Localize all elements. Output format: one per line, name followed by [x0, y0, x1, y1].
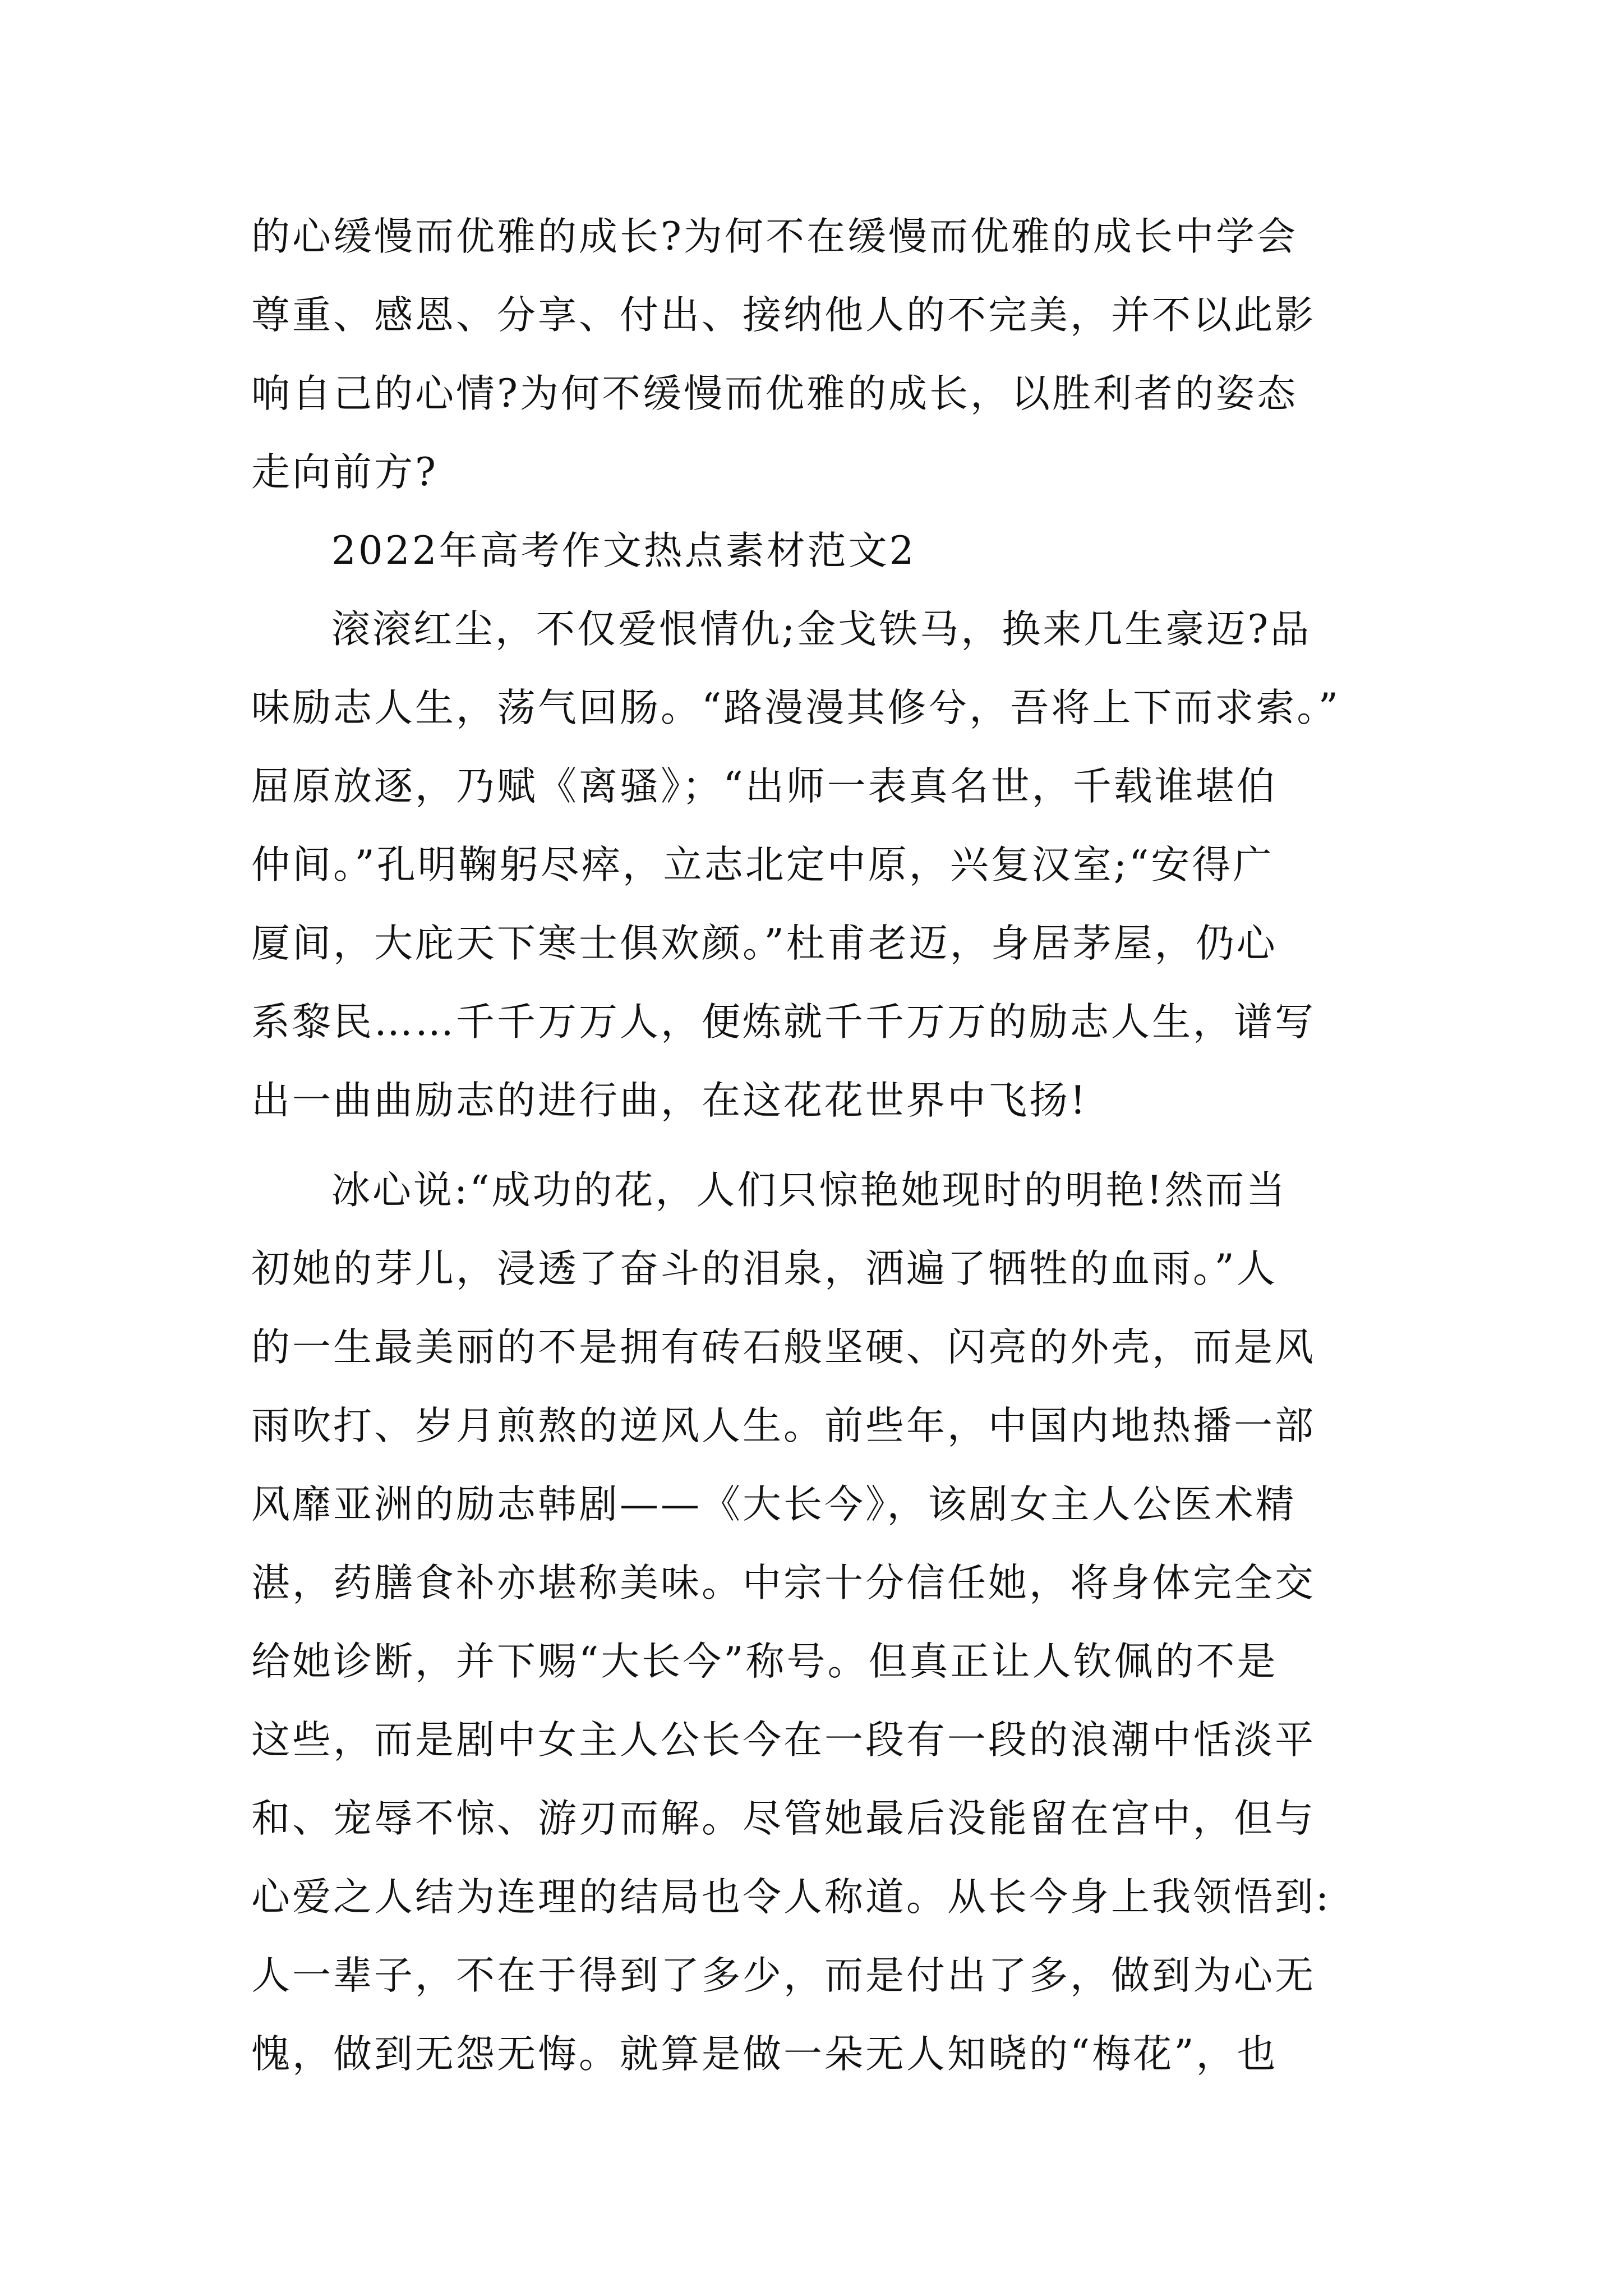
text-line: 风靡亚洲的励志韩剧——《大长今》，该剧女主人公医术精 — [251, 1482, 1297, 1527]
text-line: 和、宠辱不惊、游刃而解。尽管她最后没能留在宫中，但与 — [251, 1796, 1316, 1841]
text-line: 愧，做到无怨无悔。就算是做一朵无人知晓的“梅花”，也 — [251, 2032, 1278, 2077]
text-line: 的心缓慢而优雅的成长?为何不在缓慢而优雅的成长中学会 — [251, 214, 1298, 259]
text-line: 尊重、感恩、分享、付出、接纳他人的不完美，并不以此影 — [251, 293, 1316, 338]
text-line: 湛，药膳食补亦堪称美味。中宗十分信任她，将身体完全交 — [251, 1561, 1316, 1605]
text-line: 响自己的心情?为何不缓慢而优雅的成长，以胜利者的姿态 — [251, 371, 1298, 416]
text-line: 的一生最美丽的不是拥有砖石般坚硬、闪亮的外壳，而是风 — [251, 1325, 1316, 1370]
section-heading: 2022年高考作文热点素材范文2 — [331, 528, 916, 573]
text-line: 出一曲曲励志的进行曲，在这花花世界中飞扬! — [251, 1078, 1088, 1123]
text-line: 给她诊断，并下赐“大长今”称号。但真正让人钦佩的不是 — [251, 1639, 1278, 1684]
text-line: 人一辈子，不在于得到了多少，而是付出了多，做到为心无 — [251, 1953, 1316, 1998]
text-line: 这些，而是剧中女主人公长今在一段有一段的浪潮中恬淡平 — [251, 1718, 1316, 1763]
text-line: 系黎民……千千万万人，便炼就千千万万的励志人生，谱写 — [251, 1000, 1316, 1045]
text-line: 屈原放逐，乃赋《离骚》；“出师一表真名世，千载谁堪伯 — [251, 764, 1278, 809]
text-line: 初她的芽儿，浸透了奋斗的泪泉，洒遍了牺牲的血雨。”人 — [251, 1246, 1278, 1291]
text-line: 心爱之人结为连理的结局也令人称道。从长今身上我领悟到: — [251, 1875, 1331, 1920]
text-line: 仲间。”孔明鞠躬尽瘁，立志北定中原，兴复汉室;“安得广 — [251, 843, 1274, 887]
text-line: 走向前方? — [251, 450, 438, 495]
text-line: 雨吹打、岁月煎熬的逆风人生。前些年，中国内地热播一部 — [251, 1404, 1316, 1448]
text-line: 味励志人生，荡气回肠。“路漫漫其修兮，吾将上下而求索。” — [251, 685, 1341, 730]
text-line: 厦间，大庇天下寒士俱欢颜。”杜甫老迈，身居茅屋，仍心 — [251, 921, 1278, 966]
text-line: 冰心说:“成功的花，人们只惊艳她现时的明艳!然而当 — [331, 1168, 1288, 1213]
text-line: 滚滚红尘，不仅爱恨情仇;金戈铁马，换来几生豪迈?品 — [331, 607, 1312, 652]
